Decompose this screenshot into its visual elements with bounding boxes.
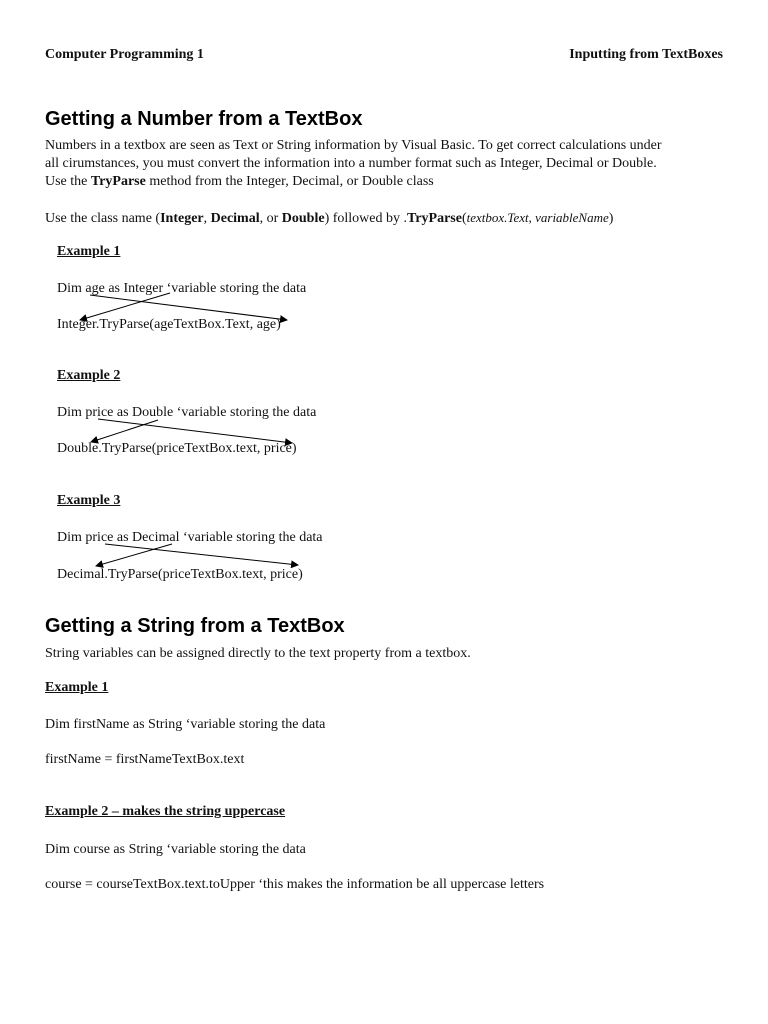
number-example-2-title: Example 2	[57, 368, 121, 383]
text-span: ) followed by .	[324, 211, 408, 226]
decimal-keyword: Decimal	[210, 211, 260, 226]
number-example-1-title: Example 1	[57, 244, 121, 259]
string-example-1-title: Example 1	[45, 680, 109, 695]
number-example-2-code: Double.TryParse(priceTextBox.text, price)	[57, 441, 297, 456]
tryparse-keyword: TryParse	[90, 174, 146, 189]
text-span: )	[608, 211, 614, 226]
number-example-3-dim: Dim price as Decimal ‘variable storing the data	[57, 530, 323, 545]
number-example-2-dim: Dim price as Double ‘variable storing the data	[57, 405, 317, 420]
number-example-1-code: Integer.TryParse(ageTextBox.Text, age)	[57, 317, 281, 332]
tryparse-usage-line	[45, 172, 434, 191]
number-example-3-title: Example 3	[57, 493, 121, 508]
string-example-2-dim: Dim course as String ‘variable storing the data	[45, 842, 306, 857]
number-example-1-dim: Dim age as Integer ‘variable storing the data	[57, 281, 307, 296]
section-string-title: Getting a String from a TextBox	[45, 615, 345, 637]
string-example-1-dim: Dim firstName as String ‘variable storing the data	[45, 717, 326, 732]
text-span: (	[461, 211, 467, 226]
text-span: method from the Integer, Decimal, or Double class	[145, 174, 434, 189]
string-example-1-code: firstName = firstNameTextBox.text	[45, 752, 245, 767]
arrow-line	[105, 544, 298, 565]
intro-line-1: Numbers in a textbox are seen as Text or String information by Visual Basic. To get correct calculations under	[45, 138, 662, 153]
integer-keyword: Integer	[160, 211, 204, 226]
header-topic-title: Inputting from TextBoxes	[569, 47, 723, 62]
string-example-2-code: course = courseTextBox.text.toUpper ‘this makes the information be all uppercase letters	[45, 877, 545, 892]
arrow-line	[96, 544, 172, 566]
number-example-3-code: Decimal.TryParse(priceTextBox.text, price)	[57, 567, 303, 582]
text-span: Use the class name (	[45, 211, 161, 226]
text-span: ,	[203, 211, 211, 226]
section-number-title: Getting a Number from a TextBox	[45, 108, 363, 130]
text-span: Use the	[45, 174, 91, 189]
string-intro: String variables can be assigned directly to the text property from a textbox.	[45, 646, 471, 661]
intro-line-2: all cirumstances, you must convert the information into a number format such as Integer, Decimal or Double.	[45, 156, 657, 171]
double-keyword: Double	[281, 211, 325, 226]
text-span: , or	[259, 211, 282, 226]
tryparse-keyword: TryParse	[407, 211, 462, 226]
header-course-title: Computer Programming 1	[45, 47, 204, 62]
class-name-line	[45, 208, 613, 228]
string-example-2-title: Example 2 – makes the string uppercase	[45, 804, 286, 819]
params-italic: textbox.Text, variableName	[466, 210, 609, 225]
